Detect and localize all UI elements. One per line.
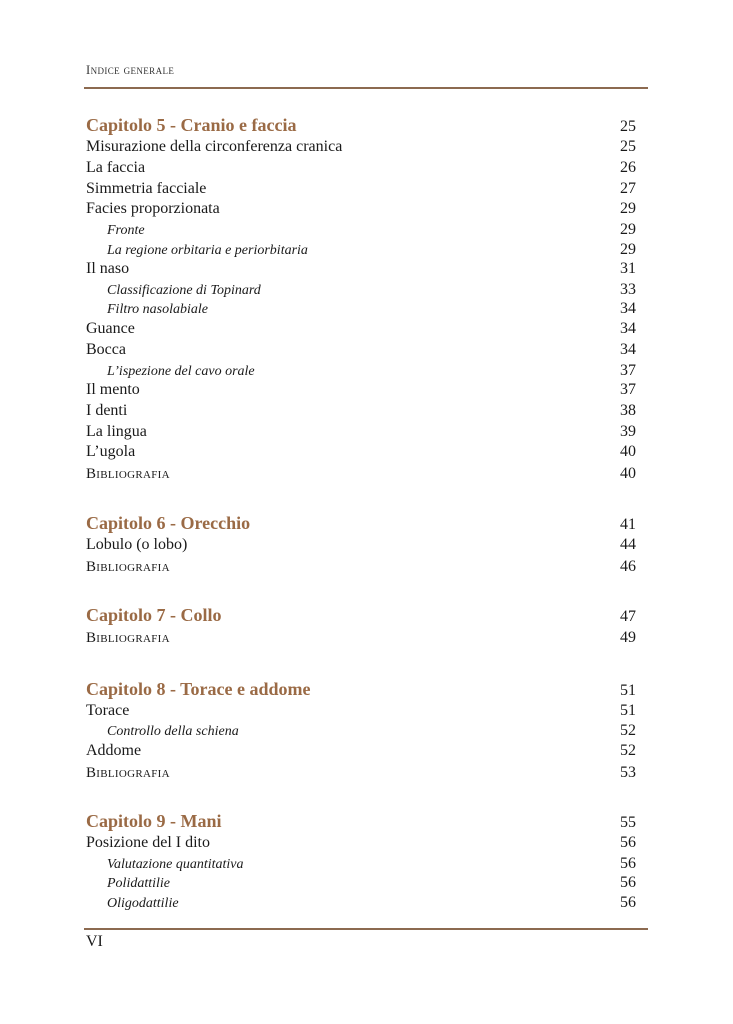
subentry-title: La regione orbitaria e periorbitaria [107, 242, 308, 258]
toc-entry[interactable] [86, 340, 636, 361]
page-number: 44 [620, 535, 636, 553]
table-of-contents [86, 113, 636, 912]
chapter-6 [86, 511, 636, 577]
page-number: 46 [620, 557, 636, 575]
toc-subentry[interactable] [86, 893, 636, 913]
toc-subentry[interactable] [86, 873, 636, 893]
entry-title: Addome [86, 741, 142, 759]
toc-subentry[interactable] [86, 721, 636, 741]
toc-bibliography[interactable] [86, 627, 636, 649]
toc-bibliography[interactable] [86, 556, 636, 578]
toc-chapter-heading[interactable] [86, 511, 636, 535]
chapter-5 [86, 113, 636, 485]
subentry-title: Fronte [107, 223, 145, 239]
chapter-title: Capitolo 7 - Collo [86, 605, 222, 626]
entry-title: Misurazione della circonferenza cranica [86, 138, 343, 155]
entry-title: Simmetria facciale [86, 179, 207, 197]
page-number: 33 [620, 280, 636, 298]
page-number: 52 [620, 741, 636, 759]
subentry-title: Oligodattilie [107, 895, 179, 911]
header-rule [84, 87, 648, 89]
chapter-title: Capitolo 6 - Orecchio [86, 512, 251, 533]
subentry-title: Valutazione quantitativa [107, 856, 244, 872]
page-number: 49 [620, 629, 636, 647]
page-number: 31 [620, 260, 636, 278]
entry-title: La lingua [86, 422, 147, 440]
footer-rule [84, 928, 648, 930]
toc-subentry[interactable] [86, 854, 636, 874]
toc-entry[interactable] [86, 401, 636, 422]
subentry-title: Classificazione di Topinard [107, 282, 261, 298]
entry-title: Posizione del I dito [86, 834, 210, 852]
entry-title: I denti [86, 401, 128, 419]
chapter-9 [86, 809, 636, 912]
toc-subentry[interactable] [86, 299, 636, 319]
subentry-title: Controllo della schiena [107, 724, 239, 740]
toc-chapter-heading[interactable] [86, 677, 636, 701]
entry-title: Lobulo (o lobo) [86, 535, 188, 553]
bibliography-label: Bibliografia [86, 630, 170, 647]
toc-entry[interactable] [86, 535, 636, 556]
toc-subentry[interactable] [86, 220, 636, 240]
subentry-title: Polidattilie [107, 876, 170, 892]
bibliography-label: Bibliografia [86, 558, 170, 575]
page-number: 29 [620, 200, 636, 218]
page-number: 38 [620, 401, 636, 419]
page-number: 25 [620, 138, 636, 155]
toc-entry[interactable] [86, 380, 636, 401]
page-folio: VI [86, 933, 103, 950]
page-number: 27 [620, 179, 636, 197]
subentry-title: Filtro nasolabiale [107, 302, 208, 318]
toc-entry[interactable] [86, 422, 636, 443]
entry-title: Facies proporzionata [86, 200, 220, 218]
page-number: 56 [620, 893, 636, 911]
toc-entry[interactable] [86, 319, 636, 340]
toc-entry[interactable] [86, 199, 636, 220]
page-number: 34 [620, 340, 636, 358]
chapter-title: Capitolo 9 - Mani [86, 811, 222, 832]
chapter-7 [86, 603, 636, 649]
chapter-8 [86, 677, 636, 784]
toc-entry[interactable] [86, 442, 636, 463]
toc-subentry[interactable] [86, 280, 636, 300]
chapter-title: Capitolo 5 - Cranio e faccia [86, 115, 297, 135]
page-number: 55 [620, 814, 636, 832]
toc-bibliography[interactable] [86, 463, 636, 485]
page-number: 52 [620, 722, 636, 740]
page-number: 37 [620, 361, 636, 379]
toc-entry[interactable] [86, 158, 636, 179]
running-head: Indice generale [86, 63, 175, 77]
entry-title: Bocca [86, 340, 126, 358]
entry-title: Il mento [86, 381, 140, 399]
page-number: 26 [620, 158, 636, 176]
chapter-title: Capitolo 8 - Torace e addome [86, 678, 311, 699]
toc-entry[interactable] [86, 179, 636, 200]
toc-entry[interactable] [86, 701, 636, 722]
subentry-title: L’ispezione del cavo orale [107, 363, 255, 379]
page-number: 56 [620, 854, 636, 872]
page-number: 41 [620, 515, 636, 533]
entry-title: Guance [86, 319, 135, 337]
toc-subentry[interactable] [86, 361, 636, 381]
entry-title: Il naso [86, 260, 130, 278]
entry-title: La faccia [86, 158, 146, 176]
entry-title: Torace [86, 701, 130, 719]
page-number: 29 [620, 221, 636, 239]
page-number: 53 [620, 763, 636, 781]
page-number: 56 [620, 834, 636, 852]
toc-entry[interactable] [86, 741, 636, 762]
page-number: 47 [620, 608, 636, 626]
toc-chapter-heading[interactable] [86, 603, 636, 627]
toc-subentry[interactable] [86, 240, 636, 260]
page-number: 56 [620, 874, 636, 892]
toc-bibliography[interactable] [86, 762, 636, 784]
toc-entry[interactable] [86, 259, 636, 280]
toc-entry[interactable] [86, 833, 636, 854]
toc-chapter-heading[interactable] [86, 113, 636, 137]
page-number: 40 [620, 443, 636, 461]
bibliography-label: Bibliografia [86, 466, 170, 483]
page-number: 34 [620, 300, 636, 318]
page-number: 37 [620, 381, 636, 399]
bibliography-label: Bibliografia [86, 764, 170, 781]
page-number: 25 [620, 118, 636, 135]
page-number: 40 [620, 465, 636, 483]
page-number: 39 [620, 422, 636, 440]
page-number: 34 [620, 319, 636, 337]
toc-chapter-heading[interactable] [86, 809, 636, 833]
toc-entry[interactable] [86, 137, 636, 158]
entry-title: L’ugola [86, 443, 136, 461]
page-number: 29 [620, 240, 636, 258]
page-number: 51 [620, 701, 636, 719]
page-number: 51 [620, 681, 636, 699]
